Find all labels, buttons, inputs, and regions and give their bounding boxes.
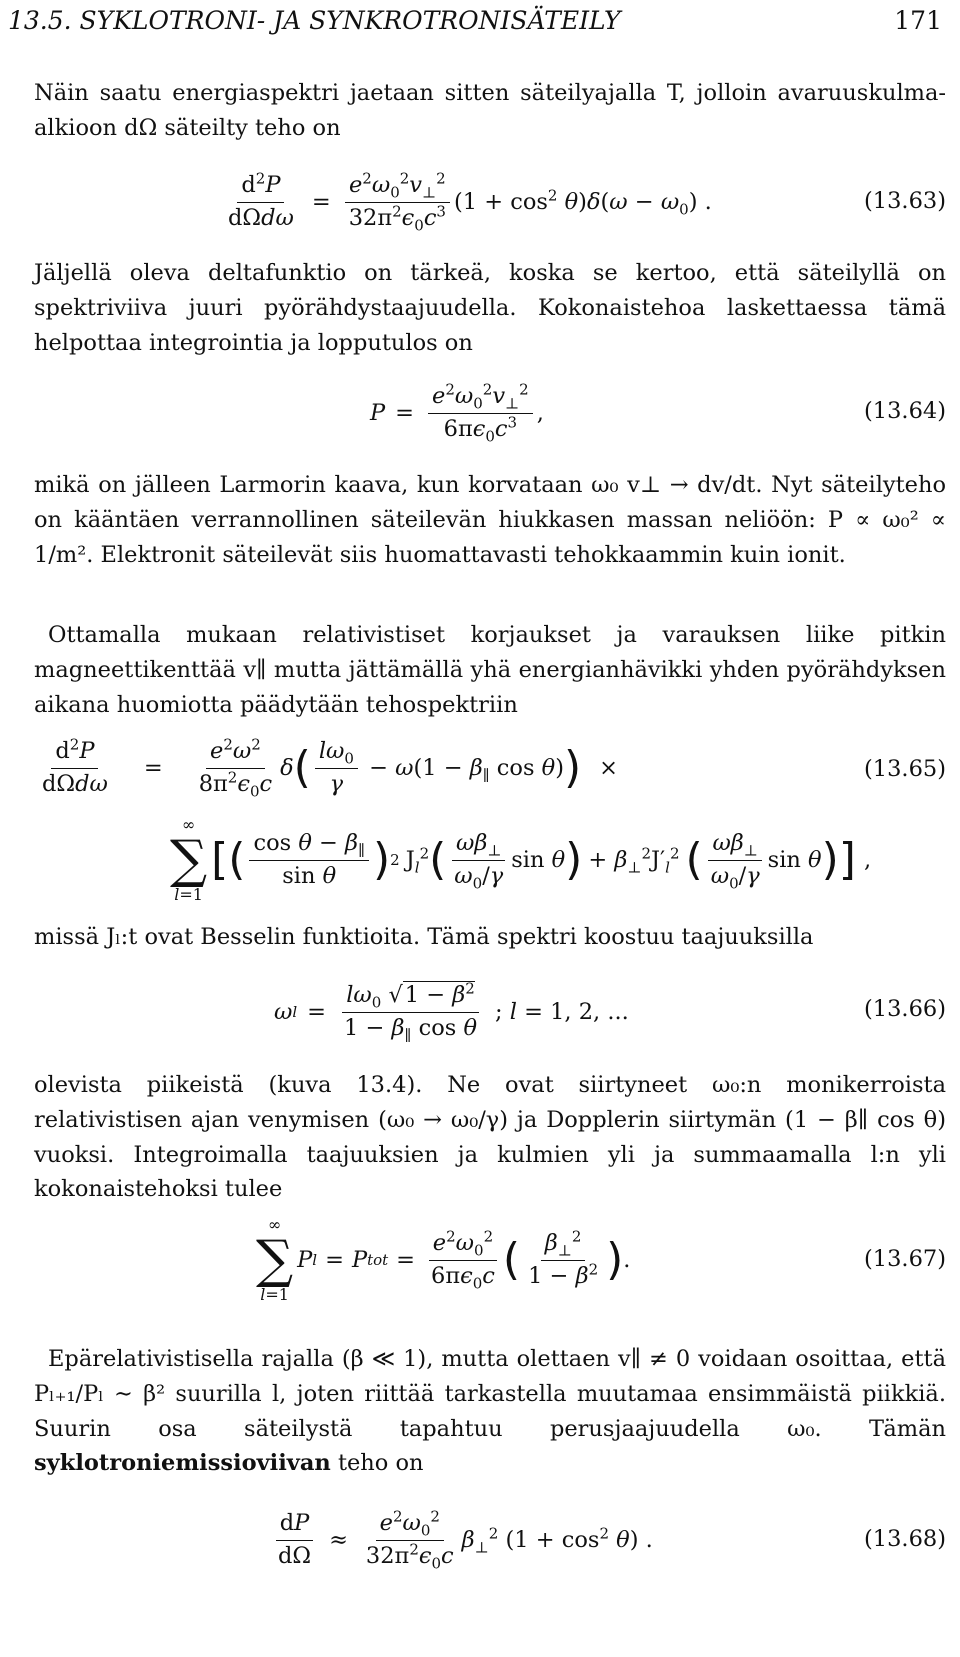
paragraph-5: missä Jₗ:t ovat Besselin funktioita. Tämä spektri koostuu taajuuksilla [34, 924, 814, 950]
equation-13-65: $\frac{d^2P}{\text{dΩdω}}$ = $\frac{e^2\omega^2}{8\pi^2\epsilon_0c}$ δ ( $\frac{l\omega_0}{\gamma}$ − $\omega(1 - \beta_\parallel$ cos θ) ) × (13.65) ∞ ∑ l=1 [( $\frac{\cos \theta - \beta_\parallel}{\text{sin θ}}$ ) 2 $J_l^2$ ( $\frac{\omega\beta_\perp}{\omega_0/\gamma}$ sin θ ) + $\beta_\perp^2J'_l^2$ ( $\frac{\omega\beta_\perp}{\omega_0/\gamma}$ sin θ )] , [42, 735, 946, 904]
equation-13-64: P = $\frac{e^2\omega_0^2v_\perp^2}{6\pi\epsilon_0c^3}$ , (13.64) [370, 380, 946, 445]
paragraph-6: olevista piikeistä (kuva 13.4). Ne ovat siirtyneet ω₀:n monikerroista relativistisen ajan venymisen (ω₀ → ω₀/γ) ja Dopplerin siirtymän (1 − β∥ cos θ) vuoksi. Integroimalla taajuuksien ja kulmien yli ja summaamalla l:n yli kokonaistehoksi tulee [34, 1072, 946, 1203]
paragraph-4: Ottamalla mukaan relativistiset korjaukset ja varauksen liike pitkin magneettikenttää v∥ mutta jättämällä yhä energianhävikki yhden pyörähdyksen aikana huomiotta päädytään tehospektriin [34, 622, 946, 718]
equation-number-13-63: (13.63) [864, 188, 946, 214]
paragraph-2: Jäljellä oleva deltafunktio on tärkeä, koska se kertoo, että säteilyllä on spektriviiva juuri pyörähdystaajuudella. Kokonaistehoa laskettaessa tämä helpottaa integrointia ja lopputulos on [34, 260, 946, 356]
equation-number-13-67: (13.67) [864, 1246, 946, 1272]
equation-13-66: ω l = $\frac{l\omega_0 √1 - \beta^2}{1 - \beta_\parallel \cos \theta}$ ; l = 1, 2, ... (13.66) [274, 979, 946, 1044]
paragraph-3: mikä on jälleen Larmorin kaava, kun korvataan ω₀ v⊥ → dv/dt. Nyt säteilyteho on kääntäen verrannollinen säteilevän hiukkasen massan neliöön: P ∝ ω₀² ∝ 1/m². Elektronit säteilevät siis huomattavasti tehokkaammin kuin ionit. [34, 472, 946, 568]
section-title: 13.5. SYKLOTRONI- JA SYNKROTRONISÄTEILY [8, 5, 621, 35]
equation-13-67: ∞ ∑ l=1 P l = P tot = $\frac{e^2\omega_0^2}{6\pi\epsilon_0c}$ ( $\frac{\beta_\perp^2}{1 - \beta^2}$ ) . (13.67) [256, 1215, 946, 1304]
paragraph-1: Näin saatu energiaspektri jaetaan sitten säteilyajalla T, jolloin avaruuskulma-alkioon dΩ säteilty teho on [34, 80, 946, 141]
equation-13-63: $\frac{d^2P}{\text{dΩdω}}$ = $\frac{e^2\omega_0^2v_\perp^2}{32\pi^2\epsilon_0c^3}$ $(1 + \cos^2 \theta)\delta(\omega - \omega_0)$ . (13.63) [228, 169, 946, 234]
paragraph-7-text-b: teho on [330, 1450, 424, 1477]
equation-number-13-65: (13.65) [864, 756, 946, 782]
running-header [8, 2, 942, 38]
equation-number-13-68: (13.68) [864, 1526, 946, 1552]
paragraph-7-text-a: Epärelativistisella rajalla (β ≪ 1), mutta olettaen v∥ ≠ 0 voidaan osoittaa, että Pₗ₊₁/Pₗ ∼ β² suurilla l, joten riittää tarkastella muutamaa ensimmäistä piikkiä. Suurin osa säteilystä tapahtuu perusjaajuudella ω₀. Tämän [34, 1346, 946, 1442]
syklotroniemissioviiva-term: syklotroniemissioviivan [34, 1450, 331, 1477]
equation-number-13-64: (13.64) [864, 398, 946, 424]
page-number: 171 [894, 5, 942, 35]
paragraph-7 [34, 1342, 946, 1481]
equation-13-68: $\frac{dP}{d\Omega}$ ≈ $\frac{e^2\omega_0^2}{32\pi^2\epsilon_0c}$ $\beta_\perp^2$ $(1 + \cos^2 \theta)$ . (13.68) [34, 1500, 946, 1580]
equation-number-13-66: (13.66) [864, 996, 946, 1022]
